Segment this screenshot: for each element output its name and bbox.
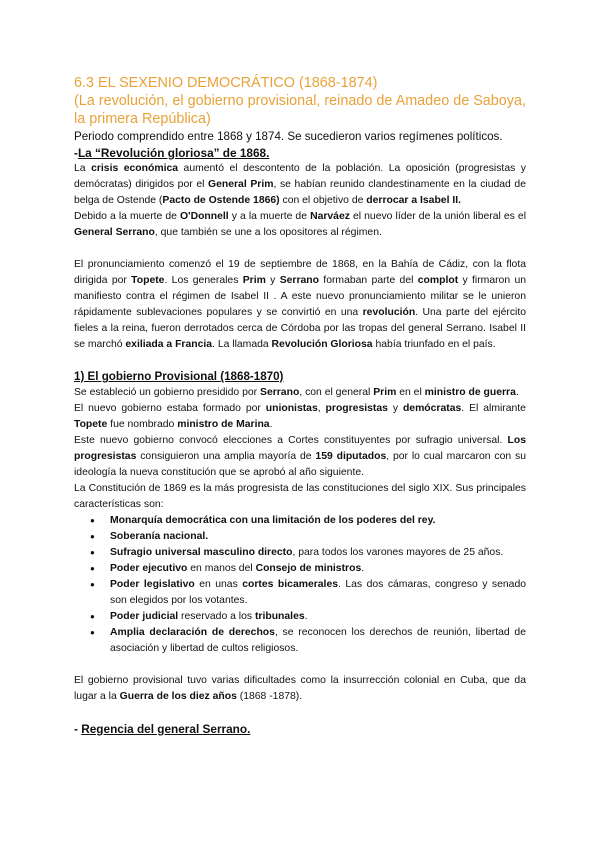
text-run: reservado a los: [178, 611, 255, 622]
bold-text: tribunales: [254, 611, 305, 622]
text-run: y a la muerte de: [228, 211, 311, 222]
paragraph: [74, 481, 526, 513]
text-run: , se habían reunido clandestinamente en la ciudad de belga de Ostende (: [74, 179, 526, 206]
list-item: [74, 561, 526, 577]
text-run: . La llamada: [212, 339, 272, 350]
bold-text: Poder ejecutivo: [110, 563, 188, 574]
bold-text: O'Donnell: [180, 211, 229, 222]
bold-text: General Serrano: [74, 227, 155, 238]
bold-text: Los progresistas: [74, 435, 526, 462]
document-subtitle: (La revolución, el gobierno provisional, reinado de Amadeo de Saboya, la primera República): [74, 93, 527, 127]
text-run: en manos del: [187, 563, 256, 574]
text-run: formaban parte del: [318, 275, 418, 286]
text-run: había triunfado en el país.: [372, 339, 496, 350]
document-title: 6.3 EL SEXENIO DEMOCRÁTICO (1868-1874): [74, 75, 378, 91]
bold-text: 159 diputados: [315, 451, 387, 462]
text-run: el nuevo líder de la unión liberal es el: [349, 211, 526, 222]
text-run: con el objetivo de: [279, 195, 367, 206]
paragraph: [74, 161, 526, 209]
bold-text: ministro de Marina: [177, 419, 270, 430]
bold-text: derrocar a Isabel II.: [366, 195, 461, 206]
bold-text: General Prim: [208, 179, 274, 190]
text-run: Debido a la muerte de: [74, 211, 181, 222]
bold-text: cortes bicamerales: [242, 579, 339, 590]
text-run: fue nombrado: [107, 419, 178, 430]
list-item: [74, 529, 526, 545]
bold-text: Monarquía democrática con una limitación de los poderes del rey.: [110, 515, 436, 526]
paragraph: [74, 209, 526, 241]
text-run: . Una parte del ejército fieles a la reina, fueron derrotados cerca de Córdoba por las tropas del general Serrano. Isabel II se marchó: [74, 307, 526, 350]
bold-text: Topete: [131, 275, 165, 286]
text-run: ,: [317, 403, 326, 414]
bold-text: crisis económica: [91, 163, 179, 174]
list-item: [74, 577, 526, 609]
bold-text: Guerra de los diez años: [119, 691, 237, 702]
section-heading-revolucion: [74, 145, 526, 161]
text-run: y: [387, 403, 403, 414]
text-run: .: [361, 563, 365, 574]
bold-text: Serrano: [260, 387, 300, 398]
bold-text: Serrano: [279, 275, 319, 286]
paragraph: [74, 673, 526, 705]
text-run: .: [304, 611, 308, 622]
heading-text: La “Revolución gloriosa” de 1868.: [77, 146, 270, 160]
list-item: [74, 513, 526, 529]
text-run: en unas: [194, 579, 243, 590]
text-run: , que también se une a los opositores al régimen.: [154, 227, 382, 238]
document-page: [74, 74, 526, 737]
text-run: .: [515, 387, 519, 398]
text-run: , con el general: [299, 387, 374, 398]
text-run: y: [265, 275, 280, 286]
bold-text: demócratas: [402, 403, 462, 414]
bold-text: Pacto de Ostende 1866): [162, 195, 280, 206]
bold-text: Topete: [74, 419, 108, 430]
bold-text: ministro de guerra: [424, 387, 516, 398]
constitution-features-list: [74, 513, 526, 657]
intro-line: Periodo comprendido entre 1868 y 1874. Se sucedieron varios regímenes políticos.: [74, 130, 503, 143]
text-run: Se estableció un gobierno presidido por: [74, 387, 261, 398]
bold-text: Revolución Gloriosa: [271, 339, 373, 350]
paragraph: [74, 433, 526, 481]
bold-text: unionistas: [265, 403, 318, 414]
bold-text: Narváez: [310, 211, 350, 222]
text-run: La: [74, 163, 92, 174]
paragraph: [74, 401, 526, 433]
text-run: (1868 -1878).: [236, 691, 303, 702]
text-run: La Constitución de 1869 es la más progresista de las constituciones del siglo XIX. Sus principales características son:: [74, 483, 526, 510]
text-run: Este nuevo gobierno convocó elecciones a Cortes constituyentes por sufragio universal.: [74, 435, 508, 446]
heading-prefix: -: [74, 146, 78, 160]
bold-text: Amplia declaración de derechos: [110, 627, 275, 638]
text-run: . Las dos cámaras, congreso y senado son elegidos por los votantes.: [110, 579, 527, 606]
bold-text: complot: [417, 275, 459, 286]
paragraph: [74, 257, 526, 353]
text-run: El nuevo gobierno estaba formado por: [74, 403, 266, 414]
text-run: en el: [396, 387, 425, 398]
bold-text: Poder judicial: [110, 611, 179, 622]
text-run: El gobierno provisional tuvo varias dificultades como la insurrección colonial en Cuba, que da lugar a la: [74, 675, 526, 702]
text-run: El pronunciamiento comenzó el 19 de septiembre de 1868, en la Bahía de Cádiz, con la flota dirigida por: [74, 259, 526, 286]
heading-text: Regencia del general Serrano.: [81, 722, 251, 736]
bold-text: Soberanía nacional.: [110, 531, 209, 542]
text-run: . El almirante: [461, 403, 526, 414]
list-item: [74, 625, 526, 657]
section-heading-regencia: [74, 721, 526, 737]
heading-prefix: -: [74, 722, 82, 736]
text-run: y firmaron un manifiesto contra el régimen de Isabel II . A este nuevo pronunciamiento militar se le unieron rápidamente sublevaciones populares y se convirtió en una: [74, 275, 526, 318]
text-run: . Los generales: [164, 275, 243, 286]
bold-text: Prim: [242, 275, 266, 286]
text-run: consiguieron una amplia mayoría de: [136, 451, 316, 462]
list-item: [74, 609, 526, 625]
bold-text: progresistas: [325, 403, 388, 414]
bold-text: Prim: [373, 387, 397, 398]
section-heading-gobierno-provisional: 1) El gobierno Provisional (1868-1870): [74, 370, 284, 383]
text-run: aumentó el descontento de la población. La oposición (progresistas y demócratas) dirigidos por el: [74, 163, 527, 190]
text-run: .: [269, 419, 273, 430]
list-item: [74, 545, 526, 561]
text-run: , se reconocen los derechos de reunión, libertad de asociación y libertad de cultos religiosos.: [110, 627, 526, 654]
bold-text: revolución: [362, 307, 416, 318]
paragraph: [74, 385, 526, 401]
bold-text: Poder legislativo: [110, 579, 195, 590]
bold-text: Consejo de ministros: [255, 563, 362, 574]
bold-text: exiliada a Francia: [125, 339, 213, 350]
bold-text: Sufragio universal masculino directo: [110, 547, 293, 558]
text-run: , por lo cual marcaron con su ideología la nueva constitución que se aprobó al año siguiente.: [74, 451, 526, 478]
text-run: , para todos los varones mayores de 25 años.: [292, 547, 504, 558]
